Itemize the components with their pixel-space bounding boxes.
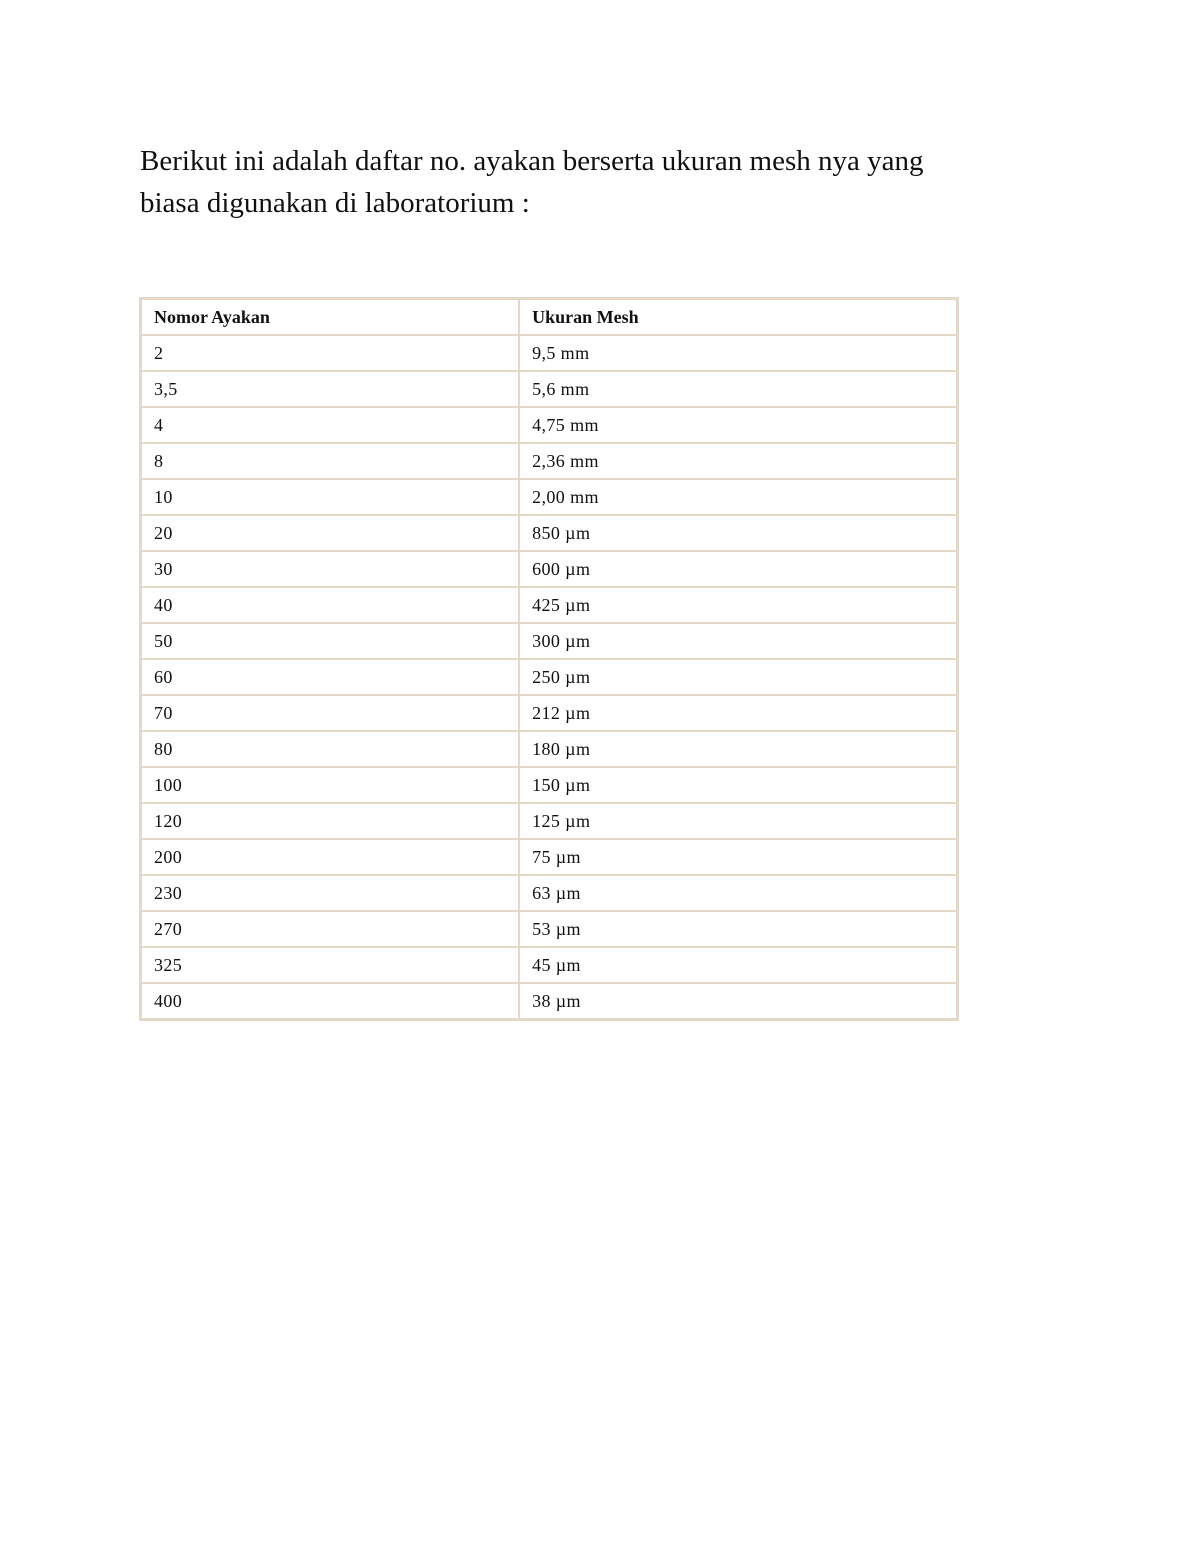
table-row xyxy=(141,551,957,587)
table-row xyxy=(141,839,957,875)
table-row xyxy=(141,983,957,1019)
cell-nomor-ayakan: 325 xyxy=(141,947,519,983)
cell-nomor-ayakan: 60 xyxy=(141,659,519,695)
table-row xyxy=(141,587,957,623)
cell-nomor-ayakan: 200 xyxy=(141,839,519,875)
table-row xyxy=(141,803,957,839)
table-row xyxy=(141,911,957,947)
cell-ukuran-mesh: 180 µm xyxy=(519,731,957,767)
cell-nomor-ayakan: 120 xyxy=(141,803,519,839)
header-nomor-ayakan: Nomor Ayakan xyxy=(141,299,519,335)
cell-nomor-ayakan: 40 xyxy=(141,587,519,623)
cell-nomor-ayakan: 20 xyxy=(141,515,519,551)
cell-nomor-ayakan: 400 xyxy=(141,983,519,1019)
cell-ukuran-mesh: 125 µm xyxy=(519,803,957,839)
cell-nomor-ayakan: 4 xyxy=(141,407,519,443)
cell-ukuran-mesh: 9,5 mm xyxy=(519,335,957,371)
table-row xyxy=(141,767,957,803)
table-row xyxy=(141,659,957,695)
cell-ukuran-mesh: 212 µm xyxy=(519,695,957,731)
cell-ukuran-mesh: 600 µm xyxy=(519,551,957,587)
cell-nomor-ayakan: 230 xyxy=(141,875,519,911)
cell-ukuran-mesh: 38 µm xyxy=(519,983,957,1019)
intro-line-2: biasa digunakan di laboratorium : xyxy=(140,187,530,219)
intro-paragraph xyxy=(140,140,1020,224)
table-row xyxy=(141,515,957,551)
cell-ukuran-mesh: 2,36 mm xyxy=(519,443,957,479)
cell-ukuran-mesh: 850 µm xyxy=(519,515,957,551)
table-row xyxy=(141,947,957,983)
cell-nomor-ayakan: 50 xyxy=(141,623,519,659)
sieve-size-table xyxy=(139,297,959,1021)
table-row xyxy=(141,731,957,767)
table-row xyxy=(141,335,957,371)
cell-nomor-ayakan: 70 xyxy=(141,695,519,731)
table-row xyxy=(141,443,957,479)
cell-nomor-ayakan: 80 xyxy=(141,731,519,767)
cell-ukuran-mesh: 250 µm xyxy=(519,659,957,695)
table-body xyxy=(141,335,957,1019)
cell-ukuran-mesh: 45 µm xyxy=(519,947,957,983)
cell-ukuran-mesh: 63 µm xyxy=(519,875,957,911)
cell-nomor-ayakan: 270 xyxy=(141,911,519,947)
header-ukuran-mesh: Ukuran Mesh xyxy=(519,299,957,335)
cell-nomor-ayakan: 10 xyxy=(141,479,519,515)
table-header xyxy=(141,299,957,335)
table-row xyxy=(141,875,957,911)
cell-nomor-ayakan: 8 xyxy=(141,443,519,479)
table-header-row xyxy=(141,299,957,335)
table-row xyxy=(141,407,957,443)
cell-nomor-ayakan: 100 xyxy=(141,767,519,803)
table-row xyxy=(141,623,957,659)
cell-nomor-ayakan: 3,5 xyxy=(141,371,519,407)
intro-line-1: Berikut ini adalah daftar no. ayakan berserta ukuran mesh nya yang xyxy=(140,145,924,177)
cell-ukuran-mesh: 75 µm xyxy=(519,839,957,875)
cell-ukuran-mesh: 2,00 mm xyxy=(519,479,957,515)
table-row xyxy=(141,371,957,407)
cell-ukuran-mesh: 425 µm xyxy=(519,587,957,623)
cell-nomor-ayakan: 2 xyxy=(141,335,519,371)
cell-ukuran-mesh: 150 µm xyxy=(519,767,957,803)
table-row xyxy=(141,695,957,731)
cell-nomor-ayakan: 30 xyxy=(141,551,519,587)
cell-ukuran-mesh: 53 µm xyxy=(519,911,957,947)
cell-ukuran-mesh: 5,6 mm xyxy=(519,371,957,407)
table-row xyxy=(141,479,957,515)
cell-ukuran-mesh: 4,75 mm xyxy=(519,407,957,443)
cell-ukuran-mesh: 300 µm xyxy=(519,623,957,659)
